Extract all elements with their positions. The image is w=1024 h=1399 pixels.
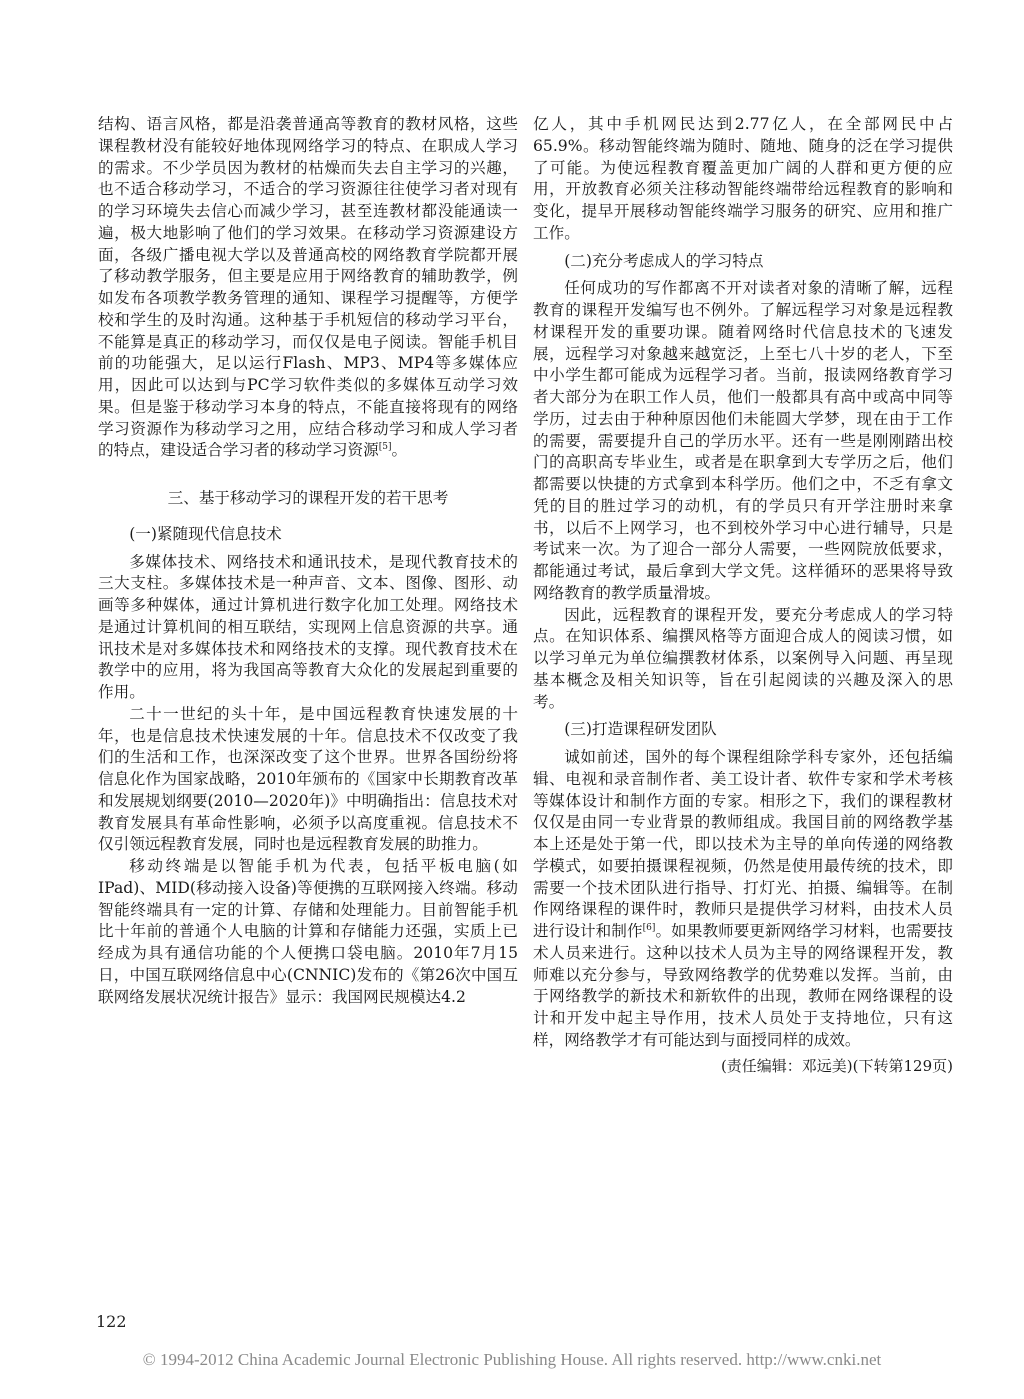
right-paragraph-3: 因此，远程教育的课程开发，要充分考虑成人的学习特点。在知识体系、编撰风格等方面迎合成人的阅读习惯，如以学习单元为单位编撰教材体系，以案例导入问题、再呈现基本概念及相关知识等，旨在引起阅读的兴趣及深入的思考。 [533,605,953,711]
left-paragraph-3: 二十一世纪的头十年，是中国远程教育快速发展的十年，也是信息技术快速发展的十年。信息技术不仅改变了我们的生活和工作，也深深改变了这个世界。世界各国纷纷将信息化作为国家战略，2010年颁布的《国家中长期教育改革和发展规划纲要(2010—2020年)》中明确指出：信息技术对教育发展具有革命性影响，必须予以高度重视。信息技术不仅引领远程教育发展，同时也是远程教育发展的助推力。 [98,704,518,854]
left-paragraph-1-end: 。 [391,441,408,460]
subheading-1: (一)紧随现代信息技术 [129,524,282,543]
left-paragraph-2: 多媒体技术、网络技术和通讯技术，是现代教育技术的三大支柱。多媒体技术是一种声音、文本、图像、图形、动画等多种媒体，通过计算机进行数字化加工处理。网络技术是通过计算机间的相互联结，实现网上信息资源的共享。通讯技术是对多媒体技术和网络技术的支撑。现代教育技术在教学中的应用，将为我国高等教育大众化的发展起到重要的作用。 [98,552,518,701]
left-column [98,114,518,1008]
page-number: 122 [96,1312,127,1331]
section-heading: 三、基于移动学习的课程开发的若干思考 [167,489,449,507]
right-paragraph-2: 任何成功的写作都离不开对读者对象的清晰了解，远程教育的课程开发编写也不例外。了解远程学习对象是远程教材课程开发的重要功课。随着网络时代信息技术的飞速发展，远程学习对象越来越宽泛，上至七八十岁的老人，下至中小学生都可能成为远程学习者。当前，报读网络教育学习者大部分为在职工作人员，他们一般都具有高中或高中同等学历，过去由于种种原因他们未能圆大学梦，现在由于工作的需要，需要提升自己的学历水平。还有一些是刚刚踏出校门的高职高专毕业生，或者是在职拿到大专学历之后，他们都需要以快捷的方式拿到本科学历。他们之中，不乏有拿文凭的目的胜过学习的动机，有的学员只有开学注册时来拿书，以后不上网学习，也不到校外学习中心进行辅导，只是考试来一次。为了迎合一部分人需要，一些网院放低要求，都能通过考试，最后拿到大学文凭。这样循环的恶果将导致网络教育的教学质量滑坡。 [533,279,953,602]
right-paragraph-4 [533,747,953,1052]
copyright-notice: © 1994-2012 China Academic Journal Electronic Publishing House. All rights reserved. http://www.cnki.net [142,1350,882,1369]
subheading-3: (三)打造课程研发团队 [564,720,717,739]
editor-note: (责任编辑：邓远美)(下转第129页) [720,1056,953,1075]
left-paragraph-4: 移动终端是以智能手机为代表，包括平板电脑(如IPad)、MID(移动接入设备)等便携的互联网接入终端。移动智能终端具有一定的计算、存储和处理能力。目前智能手机比十年前的普通个人电脑的计算和存储能力还强，实质上已经成为具有通信功能的个人便携口袋电脑。2010年7月15日，中国互联网络信息中心(CNNIC)发布的《第26次中国互联网络发展状况统计报告》显示：我国网民规模达4.2 [98,857,518,1006]
right-paragraph-1: 亿人，其中手机网民达到2.77亿人，在全部网民中占65.9%。移动智能终端为随时、随地、随身的泛在学习提供了可能。为使远程教育覆盖更加广阔的人群和更方便的应用，开放教育必须关注移动智能终端带给远程教育的影响和变化，提早开展移动智能终端学习服务的研究、应用和推广工作。 [533,115,953,242]
subheading-2: (二)充分考虑成人的学习特点 [564,251,764,270]
citation-ref: [5] [378,442,392,453]
citation-ref: [6] [642,922,656,933]
left-paragraph-1-text: 结构、语言风格，都是沿袭普通高等教育的教材风格，这些课程教材没有能较好地体现网络学习的特点、在职成人学习的需求。不少学员因为教材的枯燥而失去自主学习的兴趣，也不适合移动学习，不适合的学习资源往往使学习者对现有的学习环境失去信心而减少学习，甚至连教材都没能通读一遍，极大地影响了他们的学习效果。在移动学习资源建设方面，各级广播电视大学以及普通高校的网络教育学院都开展了移动教学服务，但主要是应用于网络教育的辅助教学，例如发布各项教学教务管理的通知、课程学习提醒等，方便学校和学生的及时沟通。这种基于手机短信的移动学习平台，不能算是真正的移动学习，而仅仅是电子阅读。智能手机目前的功能强大，足以运行Flash、MP3、MP4等多媒体应用，因此可以达到与PC学习软件类似的多媒体互动学习效果。但是鉴于移动学习本身的特点，不能直接将现有的网络学习资源作为移动学习之用，应结合移动学习和成人学习者的特点，建设适合学习者的移动学习资源 [98,115,518,460]
right-paragraph-4-end: 。如果教师要更新网络学习材料，也需要技术人员来进行。这种以技术人员为主导的网络课程开发，教师难以充分参与，导致网络教学的优势难以发挥。当前，由于网络教学的新技术和新软件的出现，教师在网络课程的设计和开发中起主导作用，技术人员处于支持地位，只有这样，网络教学才有可能达到与面授同样的成效。 [533,922,953,1049]
right-paragraph-4-text: 诚如前述，国外的每个课程组除学科专家外，还包括编辑、电视和录音制作者、美工设计者、软件专家和学术考核等媒体设计和制作方面的专家。相形之下，我们的课程教材仅仅是由同一专业背景的教师组成。我国目前的网络教学基本上还是处于第一代，即以技术为主导的单向传递的网络教学模式，如要拍摄课程视频，仍然是使用最传统的技术，即需要一个技术团队进行指导、打灯光、拍摄、编辑等。在制作网络课程的课件时，教师只是提供学习材料，由技术人员进行设计和制作 [533,748,953,940]
right-column [533,114,953,1077]
left-paragraph-1 [98,114,518,462]
